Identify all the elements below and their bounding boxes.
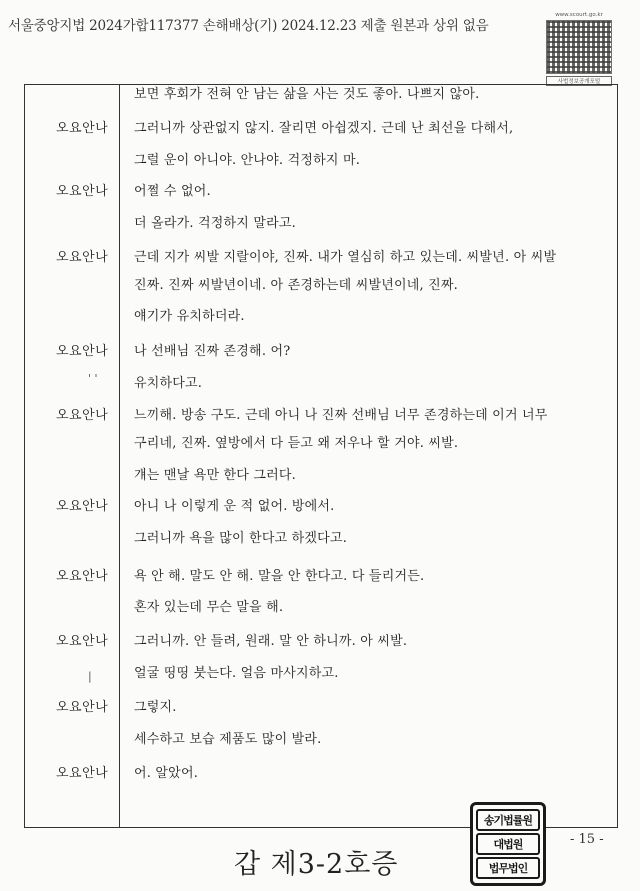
speech-text: 느끼해. 방송 구도. 근데 아니 나 진짜 선배님 너무 존경하는데 이거 너무 (134, 408, 548, 423)
qr-code-block (543, 12, 615, 86)
transcript-row (0, 181, 640, 203)
margin-mark: | (88, 670, 92, 683)
qr-code-icon (546, 20, 612, 74)
qr-url: www.scourt.go.kr (555, 12, 603, 18)
transcript-row (0, 729, 640, 751)
qr-caption: 사법정보공개포털 (546, 76, 612, 86)
transcript-row (0, 247, 640, 269)
transcript-row (0, 528, 640, 550)
speech-text: 세수하고 보습 제품도 많이 발라. (134, 732, 322, 747)
exhibit-caption: 갑 제3-2호증 (234, 849, 399, 880)
seal-line: 대법원 (476, 833, 540, 855)
transcript-row (0, 341, 640, 363)
speech-text: 어쩔 수 없어. (134, 184, 211, 199)
transcript-row (0, 275, 640, 297)
transcript-row (0, 566, 640, 588)
speech-text: 아니 나 이렇게 운 적 없어. 방에서. (134, 499, 335, 514)
speech-text: 나 선배님 진짜 존경해. 어? (134, 344, 291, 359)
speaker-name: 오요안나 (56, 569, 109, 584)
transcript-row (0, 631, 640, 653)
transcript-row (0, 597, 640, 619)
official-seal (470, 802, 546, 886)
transcript-row (0, 150, 640, 172)
speaker-name: 오요안나 (56, 250, 109, 265)
speech-text: 어. 알았어. (134, 766, 199, 781)
seal-line: 법무법인 (476, 857, 540, 879)
speech-text: 얘기가 유치하더라. (134, 309, 245, 324)
speech-text: 구리네, 진짜. 옆방에서 다 듣고 왜 저우나 할 거야. 씨발. (134, 436, 459, 451)
speech-text: 더 올라가. 걱정하지 말라고. (134, 216, 296, 231)
transcript-row (0, 663, 640, 685)
page-number: - 15 - (570, 832, 604, 847)
speech-text: 그러니까 상관없지 않지. 잘리면 아쉽겠지. 근데 난 최선을 다해서, (134, 121, 514, 136)
transcript-row (0, 213, 640, 235)
transcript-row (0, 697, 640, 719)
speech-text: 욕 안 해. 말도 안 해. 말을 안 한다고. 다 들리거든. (134, 569, 425, 584)
speaker-name: 오요안나 (56, 700, 109, 715)
speech-text: 걔는 맨날 욕만 한다 그러다. (134, 468, 296, 483)
transcript-row (0, 465, 640, 487)
speech-text: 그렇지. (134, 700, 177, 715)
speaker-name: 오요안나 (56, 634, 109, 649)
transcript-row (0, 84, 640, 106)
speaker-name: 오요안나 (56, 121, 109, 136)
speech-text: 그러니까 욕을 많이 한다고 하겠다고. (134, 531, 348, 546)
transcript-row (0, 496, 640, 518)
speech-text: 혼자 있는데 무슨 말을 해. (134, 600, 284, 615)
transcript-row (0, 433, 640, 455)
transcript-row (0, 306, 640, 328)
speaker-name: 오요안나 (56, 408, 109, 423)
speech-text: 진짜. 진짜 씨발년이네. 아 존경하는데 씨발년이네, 진짜. (134, 278, 458, 293)
speech-text: 그럴 운이 아니야. 안나야. 걱정하지 마. (134, 153, 361, 168)
speaker-name: 오요안나 (56, 344, 109, 359)
speaker-name: 오요안나 (56, 184, 109, 199)
document-header: 서울중앙지법 2024가합117377 손해배상(기) 2024.12.23 제출 원본과 상위 없음 (8, 18, 489, 34)
transcript-row (0, 763, 640, 785)
speaker-name: 오요안나 (56, 499, 109, 514)
transcript-row (0, 405, 640, 427)
seal-line: 송기법률원 (476, 809, 540, 831)
margin-mark: ' ' (88, 372, 98, 385)
speech-text: 근데 지가 씨발 지랄이야, 진짜. 내가 열심히 하고 있는데. 씨발년. 아 씨발 (134, 250, 557, 265)
speech-text: 유치하다고. (134, 376, 203, 391)
speech-text: 그러니까. 안 들려, 원래. 말 안 하니까. 아 씨발. (134, 634, 408, 649)
speech-text: 얼굴 띵띵 붓는다. 얼음 마사지하고. (134, 666, 339, 681)
speaker-name: 오요안나 (56, 766, 109, 781)
transcript-row (0, 118, 640, 140)
speech-text: 보면 후회가 전혀 안 남는 삶을 사는 것도 좋아. 나쁘지 않아. (134, 87, 480, 102)
